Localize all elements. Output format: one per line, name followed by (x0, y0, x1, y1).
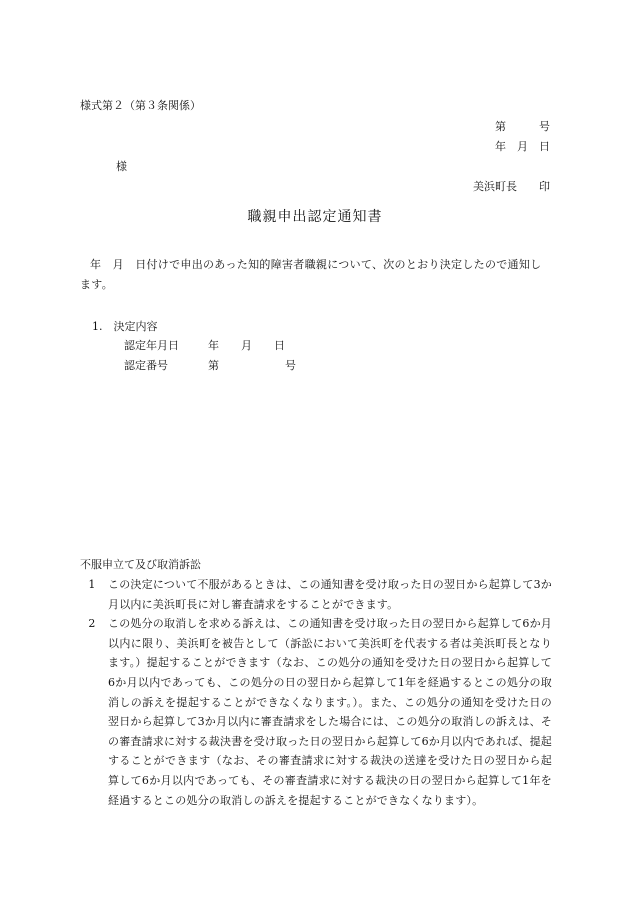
form-label: 様式第２（第３条関係） (80, 99, 201, 112)
certification-date-value: 年 月 日 (208, 339, 285, 352)
recipient-name: 様 (116, 160, 127, 173)
appeal-item (80, 575, 552, 614)
appeal-heading: 不服申立て及び取消訴訟 (80, 558, 201, 571)
appeal-item-text: この処分の取消しを求める訴えは、この通知書を受け取った日の翌日から起算して6か月以内に限り、美浜町を被告として（訴訟において美浜町を代表する者は美浜町長となります。）提起することができます（なお、この処分の通知を受けた日の翌日から起算して6か月以内であっても、この処分の日の翌日から起算して1年を経過するとこの処分の取消しの訴えを提起することができなくなります。）。また、この処分の通知を受けた日の翌日から起算して3か月以内に審査請求をした場合には、この処分の取消しの訴えは、その審査請求に対する裁決書を受け取った日の翌日から起算して6か月以内であれば、提起することができます（なお、その審査請求に対する裁決の送達を受けた日の翌日から起算して6か月以内であっても、その審査請求に対する裁決の日の翌日から起算して1年を経過するとこの処分の取消しの訴えを提起することができなくなります）。 (108, 617, 552, 807)
certification-number-value: 第 号 (208, 359, 296, 372)
issue-date: 年 月 日 (495, 140, 550, 153)
issuer-signature: 美浜町長 印 (473, 180, 550, 193)
appeal-list (80, 575, 552, 810)
notification-body: 年 月 日付けで申出のあった知的障害者職親について、次のとおり決定したので通知します。 (80, 258, 542, 291)
document-number: 第 号 (495, 120, 550, 133)
appeal-item-number: 1 (88, 578, 96, 591)
document-title: 職親申出認定通知書 (247, 209, 383, 225)
appeal-item (80, 614, 552, 810)
appeal-item-text: この決定について不服があるときは、この通知書を受け取った日の翌日から起算して3か月以内に美浜町長に対し審査請求をすることができます。 (108, 578, 552, 611)
certification-number-label: 認定番号 (124, 359, 168, 372)
appeal-item-number: 2 (88, 617, 96, 631)
decision-heading: 1. 決定内容 (92, 320, 158, 333)
certification-date-label: 認定年月日 (124, 339, 179, 352)
